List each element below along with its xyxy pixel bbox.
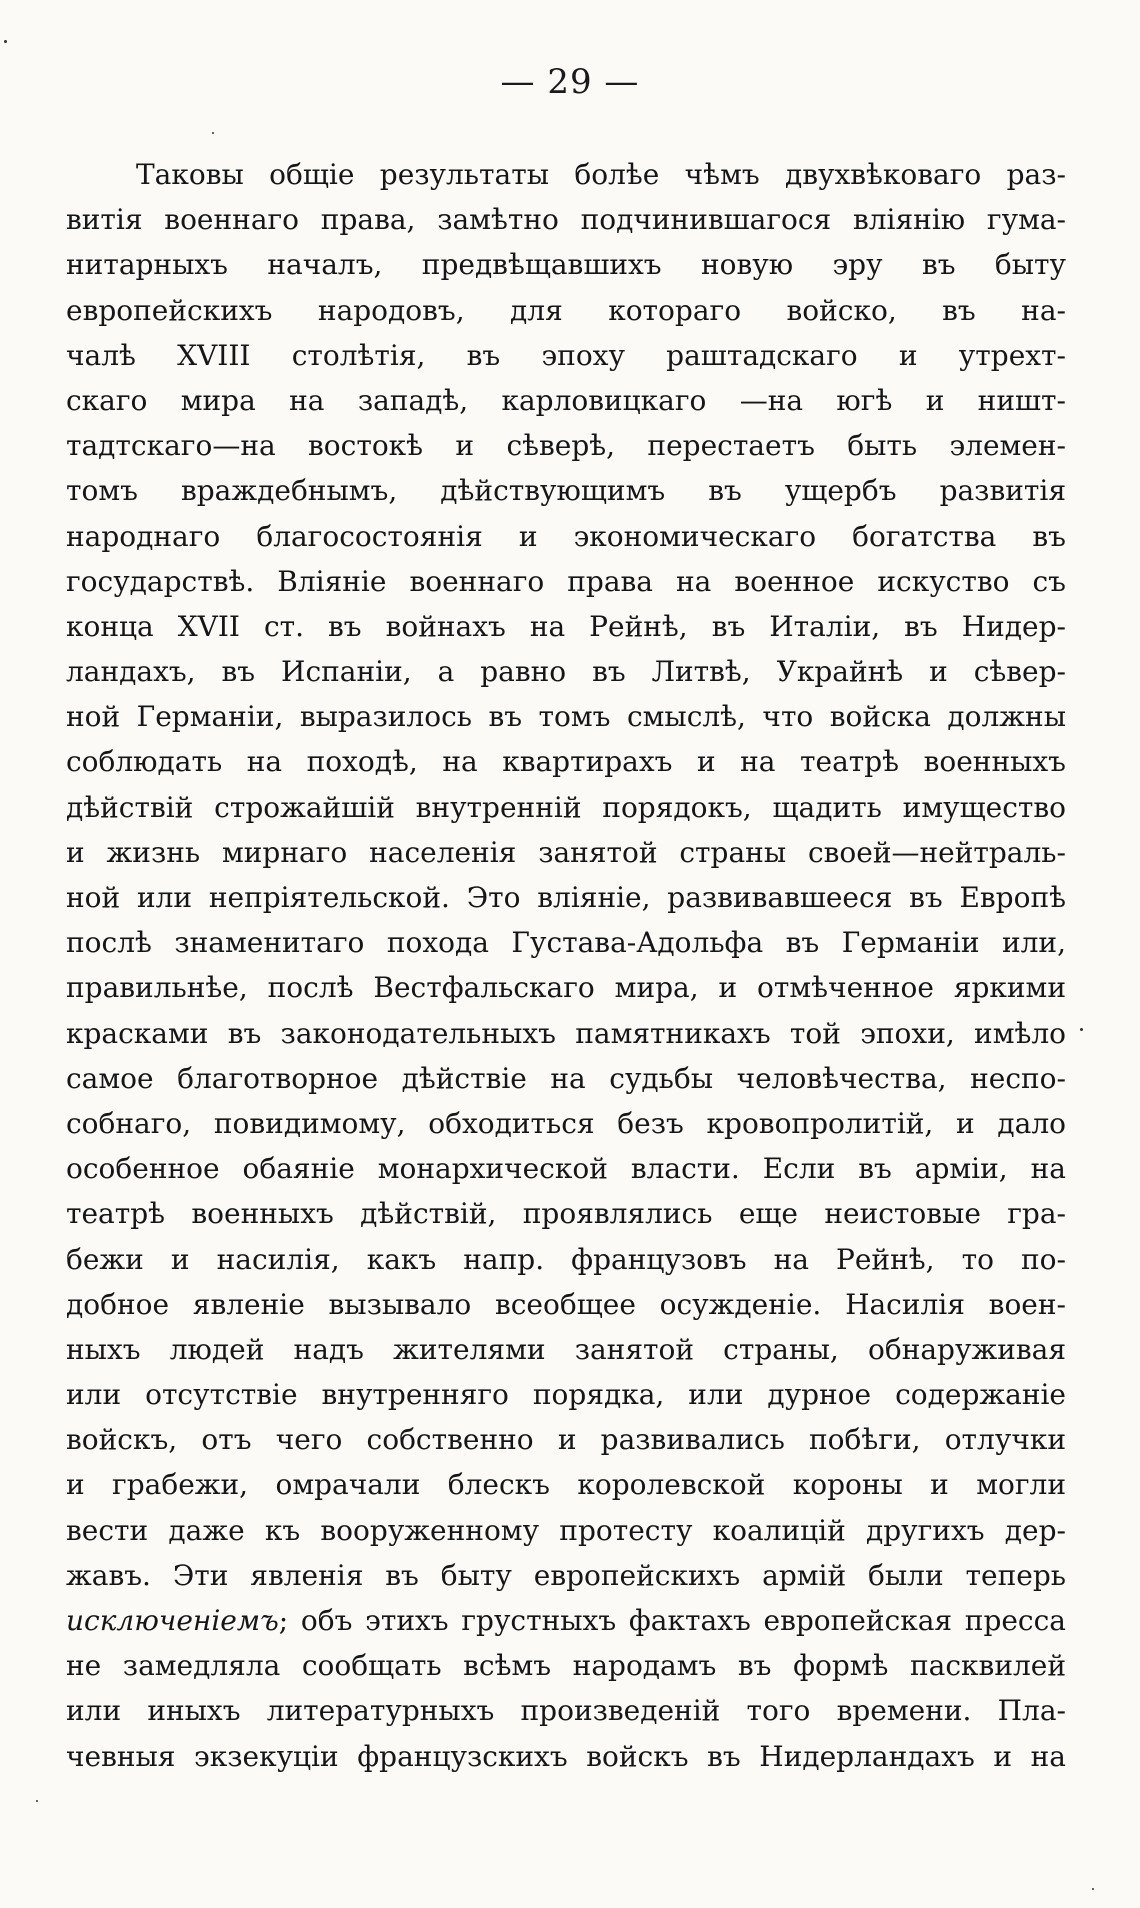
text-line: ной Германіи, выразилось въ томъ смыслѣ, что войска должны <box>66 700 1066 734</box>
text-line: собнаго, повидимому, обходиться безъ кровопролитій, и дало <box>66 1106 1066 1140</box>
text-line: послѣ знаменитаго похода Густава-Адольфа въ Германіи или, <box>66 926 1066 960</box>
text-line: и жизнь мирнаго населенія занятой страны своей—нейтраль- <box>66 835 1066 869</box>
scan-speck <box>36 1800 38 1802</box>
text-line: или отсутствіе внутренняго порядка, или дурное содержаніе <box>66 1378 1066 1412</box>
scan-speck <box>4 40 7 43</box>
scan-speck <box>1092 1888 1094 1890</box>
text-line: ной или непріятельской. Это вліяніе, развивавшееся въ Европѣ <box>66 881 1066 914</box>
text-line: томъ враждебнымъ, дѣйствующимъ въ ущербъ развитія <box>66 474 1066 508</box>
text-line: или иныхъ литературныхъ произведеній того времени. Пла- <box>66 1694 1066 1728</box>
text-line: самое благотворное дѣйствіе на судьбы человѣчества, неспо- <box>66 1061 1066 1095</box>
text-line: ныхъ людей надъ жителями занятой страны, обнаруживая <box>66 1332 1066 1366</box>
text-line: вести даже къ вооруженному протесту коалицій другихъ дер- <box>66 1513 1066 1547</box>
text-line: государствѣ. Вліяніе военнаго права на военное искуство съ <box>66 564 1066 598</box>
text-line: театрѣ военныхъ дѣйствій, проявлялись еще неистовые гра- <box>66 1197 1066 1231</box>
text-line-rest: ; объ этихъ грустныхъ фактахъ европейская пресса <box>278 1604 1066 1637</box>
text-line: чевныя экзекуціи французскихъ войскъ въ Нидерландахъ и на <box>66 1739 1066 1773</box>
body-text <box>66 152 1066 1779</box>
text-line: красками въ законодательныхъ памятникахъ той эпохи, имѣло <box>66 1016 1066 1050</box>
text-line: европейскихъ народовъ, для котораго войско, въ на- <box>66 293 1066 327</box>
text-line: ландахъ, въ Испаніи, а равно въ Литвѣ, Украйнѣ и сѣвер- <box>66 655 1066 689</box>
text-line: и грабежи, омрачали блескъ королевской короны и могли <box>66 1468 1066 1502</box>
text-line: тадтскаго—на востокѣ и сѣверѣ, перестаетъ быть элемен- <box>66 429 1066 463</box>
text-line: не замедляла сообщать всѣмъ народамъ въ формѣ пасквилей <box>66 1649 1066 1683</box>
text-line: Таковы общіе результаты болѣе чѣмъ двухвѣковаго раз- <box>136 158 1066 191</box>
text-line: жавъ. Эти явленія въ быту европейскихъ армій были теперь <box>66 1558 1066 1592</box>
scan-speck <box>1080 1028 1083 1031</box>
text-line: витія военнаго права, замѣтно подчинившагося вліянію гума- <box>66 203 1066 237</box>
text-line: народнаго благосостоянія и экономическаго богатства въ <box>66 519 1066 553</box>
text-line: соблюдать на походѣ, на квартирахъ и на театрѣ военныхъ <box>66 745 1066 779</box>
scan-speck <box>212 132 214 134</box>
text-line: скаго мира на западѣ, карловицкаго —на югѣ и ништ- <box>66 383 1066 417</box>
italic-emphasis: исключеніемъ <box>66 1604 279 1637</box>
text-line: добное явленіе вызывало всеобщее осужденіе. Насилія воен- <box>66 1287 1066 1321</box>
text-line: правильнѣе, послѣ Вестфальскаго мира, и отмѣченное яркими <box>66 971 1066 1005</box>
page-number: — 29 — <box>500 62 640 102</box>
text-line-mixed <box>66 1598 1066 1643</box>
text-line: нитарныхъ началъ, предвѣщавшихъ новую эру въ быту <box>66 248 1066 282</box>
text-line: конца XVII ст. въ войнахъ на Рейнѣ, въ Италіи, въ Нидер- <box>66 609 1066 643</box>
text-line: войскъ, отъ чего собственно и развивались побѣги, отлучки <box>66 1423 1066 1457</box>
text-line: особенное обаяніе монархической власти. Если въ арміи, на <box>66 1152 1066 1186</box>
text-line: дѣйствій строжайшій внутренній порядокъ, щадить имущество <box>66 790 1066 824</box>
text-line: чалѣ XVIII столѣтія, въ эпоху раштадскаго и утрехт- <box>66 338 1066 372</box>
text-line: бежи и насилія, какъ напр. французовъ на Рейнѣ, то по- <box>66 1242 1066 1276</box>
